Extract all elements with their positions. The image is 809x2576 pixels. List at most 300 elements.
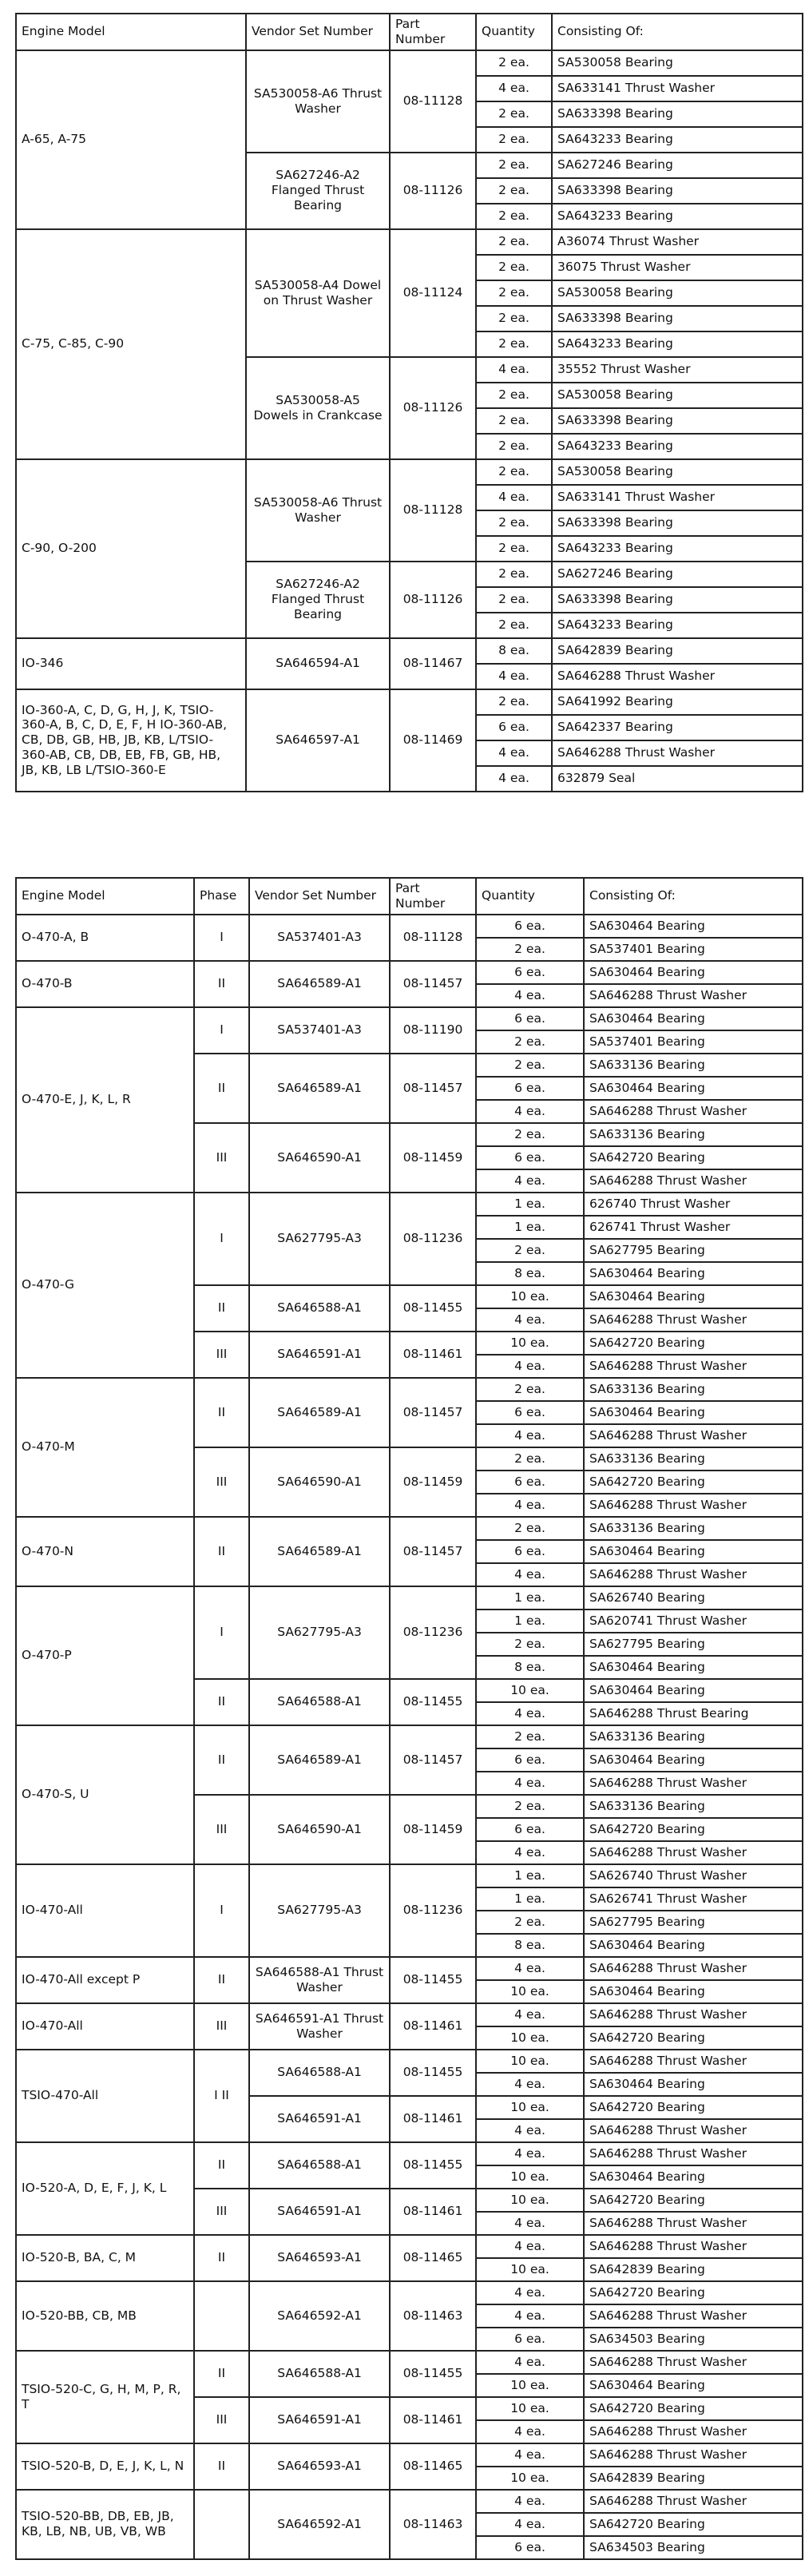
engine-model-cell: O-470-M (16, 1378, 194, 1517)
table-row (16, 50, 803, 76)
part-number-cell: 08-11463 (390, 2281, 476, 2351)
part-number-cell: 08-11455 (390, 2351, 476, 2397)
part-number-cell: 08-11457 (390, 1725, 476, 1795)
consisting-of-cell: SA642720 Bearing (584, 2281, 803, 2304)
consisting-of-cell: SA646288 Thrust Bearing (584, 1702, 803, 1725)
quantity-cell: 4 ea. (476, 2420, 584, 2443)
part-number-cell: 08-11124 (390, 229, 476, 357)
vendor-set-cell: SA646588-A1 Thrust Washer (249, 1957, 390, 2003)
vendor-set-cell: SA646589-A1 (249, 1054, 390, 1123)
consisting-of-cell: SA643233 Bearing (552, 204, 803, 229)
quantity-cell: 4 ea. (476, 1169, 584, 1193)
table-row (16, 2443, 803, 2467)
table-row (16, 1725, 803, 1748)
consisting-of-cell: SA630464 Bearing (584, 1934, 803, 1957)
table-row (16, 459, 803, 485)
consisting-of-cell: SA633398 Bearing (552, 306, 803, 331)
consisting-of-cell: SA633136 Bearing (584, 1517, 803, 1540)
consisting-of-cell: SA642720 Bearing (584, 2397, 803, 2420)
quantity-cell: 4 ea. (476, 357, 552, 383)
consisting-of-cell: SA646288 Thrust Washer (584, 2304, 803, 2328)
parts-table-2 (15, 877, 803, 2560)
quantity-cell: 10 ea. (476, 2189, 584, 2212)
quantity-cell: 4 ea. (476, 984, 584, 1007)
column-header: Quantity (476, 878, 584, 915)
phase-cell: III (194, 1332, 249, 1378)
consisting-of-cell: SA646288 Thrust Washer (552, 664, 803, 689)
part-number-cell: 08-11457 (390, 1054, 476, 1123)
consisting-of-cell: SA641992 Bearing (552, 689, 803, 715)
consisting-of-cell: SA630464 Bearing (584, 1980, 803, 2003)
consisting-of-cell: 626741 Thrust Washer (584, 1216, 803, 1239)
part-number-cell: 08-11236 (390, 1193, 476, 1285)
consisting-of-cell: 36075 Thrust Washer (552, 255, 803, 280)
engine-model-cell: TSIO-520-B, D, E, J, K, L, N (16, 2443, 194, 2490)
consisting-of-cell: SA626740 Bearing (584, 1586, 803, 1610)
consisting-of-cell: SA630464 Bearing (584, 1679, 803, 1702)
consisting-of-cell: SA633136 Bearing (584, 1378, 803, 1401)
phase-cell: I (194, 1586, 249, 1679)
quantity-cell: 1 ea. (476, 1887, 584, 1911)
quantity-cell: 6 ea. (476, 1146, 584, 1169)
vendor-set-cell: SA646593-A1 (249, 2443, 390, 2490)
column-header: Part Number (390, 878, 476, 915)
part-number-cell: 08-11455 (390, 2050, 476, 2096)
consisting-of-cell: SA627246 Bearing (552, 153, 803, 178)
table-row (16, 2351, 803, 2374)
consisting-of-cell: SA646288 Thrust Washer (584, 2443, 803, 2467)
quantity-cell: 2 ea. (476, 510, 552, 536)
quantity-cell: 2 ea. (476, 459, 552, 485)
consisting-of-cell: SA646288 Thrust Washer (584, 2420, 803, 2443)
engine-model-cell: O-470-N (16, 1517, 194, 1586)
engine-model-cell: IO-360-A, C, D, G, H, J, K, TSIO-360-A, B, C, D, E, F, H IO-360-AB, CB, DB, GB, HB, JB, KB, L/TSIO-360-AB, CB, DB, EB, FB, GB, HB, JB, KB, LB L/TSIO-360-E (16, 689, 246, 792)
part-number-cell: 08-11465 (390, 2443, 476, 2490)
vendor-set-cell: SA530058-A6 Thrust Washer (246, 50, 390, 153)
consisting-of-cell: SA633398 Bearing (552, 178, 803, 204)
consisting-of-cell: SA633141 Thrust Washer (552, 76, 803, 101)
part-number-cell: 08-11459 (390, 1123, 476, 1193)
quantity-cell: 1 ea. (476, 1216, 584, 1239)
vendor-set-cell: SA646588-A1 (249, 1285, 390, 1332)
part-number-cell: 08-11126 (390, 153, 476, 229)
part-number-cell: 08-11459 (390, 1795, 476, 1864)
engine-model-cell: IO-520-B, BA, C, M (16, 2235, 194, 2281)
consisting-of-cell: SA646288 Thrust Washer (584, 1563, 803, 1586)
table-row (16, 915, 803, 938)
vendor-set-cell: SA530058-A6 Thrust Washer (246, 459, 390, 562)
quantity-cell: 6 ea. (476, 2328, 584, 2351)
quantity-cell: 4 ea. (476, 1957, 584, 1980)
consisting-of-cell: SA646288 Thrust Washer (584, 1355, 803, 1378)
phase-cell (194, 2281, 249, 2351)
phase-cell (194, 2490, 249, 2559)
consisting-of-cell: SA646288 Thrust Washer (584, 2119, 803, 2142)
part-number-cell: 08-11128 (390, 459, 476, 562)
column-header: Engine Model (16, 878, 194, 915)
consisting-of-cell: SA646288 Thrust Washer (584, 2235, 803, 2258)
consisting-of-cell: SA626740 Thrust Washer (584, 1864, 803, 1887)
table-row (16, 229, 803, 255)
part-number-cell: 08-11461 (390, 1332, 476, 1378)
vendor-set-cell: SA646590-A1 (249, 1123, 390, 1193)
consisting-of-cell: SA643233 Bearing (552, 331, 803, 357)
quantity-cell: 2 ea. (476, 50, 552, 76)
consisting-of-cell: SA630464 Bearing (584, 1656, 803, 1679)
consisting-of-cell: SA646288 Thrust Washer (584, 2212, 803, 2235)
quantity-cell: 4 ea. (476, 1494, 584, 1517)
vendor-set-cell: SA646591-A1 (249, 2096, 390, 2142)
quantity-cell: 4 ea. (476, 1841, 584, 1864)
consisting-of-cell: SA633136 Bearing (584, 1795, 803, 1818)
quantity-cell: 2 ea. (476, 562, 552, 587)
consisting-of-cell: SA626741 Thrust Washer (584, 1887, 803, 1911)
table-row (16, 2235, 803, 2258)
consisting-of-cell: SA633398 Bearing (552, 510, 803, 536)
engine-model-cell: O-470-E, J, K, L, R (16, 1007, 194, 1193)
phase-cell: I (194, 1864, 249, 1957)
part-number-cell: 08-11126 (390, 357, 476, 459)
consisting-of-cell: A36074 Thrust Washer (552, 229, 803, 255)
consisting-of-cell: SA627795 Bearing (584, 1633, 803, 1656)
quantity-cell: 2 ea. (476, 434, 552, 459)
quantity-cell: 4 ea. (476, 1702, 584, 1725)
quantity-cell: 1 ea. (476, 1586, 584, 1610)
table-row (16, 2003, 803, 2026)
consisting-of-cell: SA630464 Bearing (584, 1285, 803, 1308)
consisting-of-cell: SA642337 Bearing (552, 715, 803, 740)
consisting-of-cell: SA646288 Thrust Washer (584, 1169, 803, 1193)
part-number-cell: 08-11461 (390, 2096, 476, 2142)
vendor-set-cell: SA646589-A1 (249, 1378, 390, 1447)
consisting-of-cell: SA537401 Bearing (584, 938, 803, 961)
quantity-cell: 8 ea. (476, 1262, 584, 1285)
vendor-set-cell: SA627246-A2 Flanged Thrust Bearing (246, 153, 390, 229)
consisting-of-cell: SA630464 Bearing (584, 2073, 803, 2096)
quantity-cell: 2 ea. (476, 938, 584, 961)
consisting-of-cell: SA642720 Bearing (584, 1332, 803, 1355)
table-row (16, 2142, 803, 2165)
vendor-set-cell: SA646589-A1 (249, 1517, 390, 1586)
quantity-cell: 6 ea. (476, 1007, 584, 1030)
quantity-cell: 10 ea. (476, 2374, 584, 2397)
table-row (16, 961, 803, 984)
quantity-cell: 4 ea. (476, 1100, 584, 1123)
phase-cell: III (194, 2189, 249, 2235)
part-number-cell: 08-11459 (390, 1447, 476, 1517)
part-number-cell: 08-11455 (390, 1957, 476, 2003)
engine-model-cell: IO-470-All (16, 2003, 194, 2050)
vendor-set-cell: SA646593-A1 (249, 2235, 390, 2281)
table-row (16, 2490, 803, 2513)
consisting-of-cell: SA643233 Bearing (552, 536, 803, 562)
column-header: Part Number (390, 14, 476, 50)
quantity-cell: 2 ea. (476, 536, 552, 562)
engine-model-cell: IO-520-BB, CB, MB (16, 2281, 194, 2351)
quantity-cell: 2 ea. (476, 1030, 584, 1054)
table-row (16, 689, 803, 715)
vendor-set-cell: SA537401-A3 (249, 915, 390, 961)
consisting-of-cell: SA646288 Thrust Washer (584, 1308, 803, 1332)
consisting-of-cell: 632879 Seal (552, 766, 803, 792)
engine-model-cell: TSIO-520-C, G, H, M, P, R, T (16, 2351, 194, 2443)
quantity-cell: 4 ea. (476, 740, 552, 766)
column-header: Phase (194, 878, 249, 915)
consisting-of-cell: SA646288 Thrust Washer (552, 740, 803, 766)
quantity-cell: 2 ea. (476, 229, 552, 255)
consisting-of-cell: SA630464 Bearing (584, 1077, 803, 1100)
engine-model-cell: C-90, O-200 (16, 459, 246, 638)
quantity-cell: 2 ea. (476, 255, 552, 280)
quantity-cell: 1 ea. (476, 1193, 584, 1216)
table-row (16, 1586, 803, 1610)
vendor-set-cell: SA646589-A1 (249, 1725, 390, 1795)
quantity-cell: 2 ea. (476, 101, 552, 127)
consisting-of-cell: SA646288 Thrust Washer (584, 2351, 803, 2374)
phase-cell: II (194, 2443, 249, 2490)
quantity-cell: 2 ea. (476, 153, 552, 178)
table-row (16, 638, 803, 664)
part-number-cell: 08-11461 (390, 2397, 476, 2443)
engine-model-cell: IO-470-All (16, 1864, 194, 1957)
consisting-of-cell: SA646288 Thrust Washer (584, 984, 803, 1007)
phase-cell: II (194, 1285, 249, 1332)
quantity-cell: 2 ea. (476, 127, 552, 153)
quantity-cell: 6 ea. (476, 1540, 584, 1563)
phase-cell: III (194, 1795, 249, 1864)
table-row (16, 2050, 803, 2073)
table-row (16, 1864, 803, 1887)
consisting-of-cell: SA642720 Bearing (584, 2189, 803, 2212)
quantity-cell: 6 ea. (476, 1077, 584, 1100)
consisting-of-cell: SA630464 Bearing (584, 961, 803, 984)
quantity-cell: 6 ea. (476, 1401, 584, 1424)
consisting-of-cell: SA634503 Bearing (584, 2328, 803, 2351)
part-number-cell: 08-11457 (390, 961, 476, 1007)
phase-cell: III (194, 2397, 249, 2443)
engine-model-cell: IO-346 (16, 638, 246, 689)
consisting-of-cell: SA646288 Thrust Washer (584, 1841, 803, 1864)
part-number-cell: 08-11190 (390, 1007, 476, 1054)
consisting-of-cell: SA633136 Bearing (584, 1054, 803, 1077)
quantity-cell: 10 ea. (476, 2258, 584, 2281)
vendor-set-cell: SA646590-A1 (249, 1447, 390, 1517)
vendor-set-cell: SA646588-A1 (249, 2351, 390, 2397)
phase-cell: II (194, 1517, 249, 1586)
quantity-cell: 6 ea. (476, 1471, 584, 1494)
phase-cell: III (194, 2003, 249, 2050)
consisting-of-cell: SA642839 Bearing (552, 638, 803, 664)
quantity-cell: 4 ea. (476, 485, 552, 510)
consisting-of-cell: SA642720 Bearing (584, 2513, 803, 2536)
quantity-cell: 2 ea. (476, 1633, 584, 1656)
vendor-set-cell: SA646592-A1 (249, 2490, 390, 2559)
quantity-cell: 10 ea. (476, 2165, 584, 2189)
quantity-cell: 2 ea. (476, 1725, 584, 1748)
quantity-cell: 1 ea. (476, 1864, 584, 1887)
quantity-cell: 2 ea. (476, 1795, 584, 1818)
vendor-set-cell: SA537401-A3 (249, 1007, 390, 1054)
vendor-set-cell: SA530058-A5 Dowels in Crankcase (246, 357, 390, 459)
consisting-of-cell: SA646288 Thrust Washer (584, 1494, 803, 1517)
quantity-cell: 4 ea. (476, 1308, 584, 1332)
quantity-cell: 6 ea. (476, 715, 552, 740)
table-header-row (16, 14, 803, 50)
column-header: Quantity (476, 14, 552, 50)
vendor-set-cell: SA646588-A1 (249, 1679, 390, 1725)
table-row (16, 1378, 803, 1401)
consisting-of-cell: SA642839 Bearing (584, 2258, 803, 2281)
part-number-cell: 08-11236 (390, 1864, 476, 1957)
phase-cell: I (194, 1007, 249, 1054)
phase-cell: II (194, 1679, 249, 1725)
quantity-cell: 10 ea. (476, 2050, 584, 2073)
consisting-of-cell: SA627795 Bearing (584, 1911, 803, 1934)
consisting-of-cell: SA630464 Bearing (584, 1540, 803, 1563)
vendor-set-cell: SA627795-A3 (249, 1193, 390, 1285)
vendor-set-cell: SA627795-A3 (249, 1864, 390, 1957)
consisting-of-cell: SA633398 Bearing (552, 587, 803, 613)
consisting-of-cell: SA633136 Bearing (584, 1725, 803, 1748)
vendor-set-cell: SA646591-A1 (249, 2189, 390, 2235)
quantity-cell: 4 ea. (476, 2304, 584, 2328)
quantity-cell: 8 ea. (476, 638, 552, 664)
consisting-of-cell: SA537401 Bearing (584, 1030, 803, 1054)
vendor-set-cell: SA646597-A1 (246, 689, 390, 792)
quantity-cell: 4 ea. (476, 2513, 584, 2536)
quantity-cell: 2 ea. (476, 331, 552, 357)
consisting-of-cell: SA633398 Bearing (552, 101, 803, 127)
quantity-cell: 10 ea. (476, 1679, 584, 1702)
consisting-of-cell: SA530058 Bearing (552, 280, 803, 306)
consisting-of-cell: SA646288 Thrust Washer (584, 2003, 803, 2026)
part-number-cell: 08-11461 (390, 2189, 476, 2235)
quantity-cell: 2 ea. (476, 178, 552, 204)
engine-model-cell: O-470-B (16, 961, 194, 1007)
quantity-cell: 2 ea. (476, 204, 552, 229)
consisting-of-cell: SA630464 Bearing (584, 2374, 803, 2397)
part-number-cell: 08-11469 (390, 689, 476, 792)
consisting-of-cell: SA530058 Bearing (552, 459, 803, 485)
quantity-cell: 6 ea. (476, 1818, 584, 1841)
quantity-cell: 10 ea. (476, 2096, 584, 2119)
engine-model-cell: O-470-A, B (16, 915, 194, 961)
phase-cell: I II (194, 2050, 249, 2142)
consisting-of-cell: SA646288 Thrust Washer (584, 1772, 803, 1795)
quantity-cell: 6 ea. (476, 961, 584, 984)
part-number-cell: 08-11465 (390, 2235, 476, 2281)
quantity-cell: 8 ea. (476, 1656, 584, 1679)
quantity-cell: 2 ea. (476, 1123, 584, 1146)
quantity-cell: 2 ea. (476, 1517, 584, 1540)
quantity-cell: 10 ea. (476, 1285, 584, 1308)
vendor-set-cell: SA646591-A1 (249, 2397, 390, 2443)
phase-cell: II (194, 1725, 249, 1795)
vendor-set-cell: SA646591-A1 (249, 1332, 390, 1378)
engine-model-cell: C-75, C-85, C-90 (16, 229, 246, 459)
parts-table-1 (15, 13, 803, 792)
vendor-set-cell: SA646591-A1 Thrust Washer (249, 2003, 390, 2050)
consisting-of-cell: SA630464 Bearing (584, 2165, 803, 2189)
consisting-of-cell: SA630464 Bearing (584, 915, 803, 938)
vendor-set-cell: SA646592-A1 (249, 2281, 390, 2351)
table-row (16, 1193, 803, 1216)
consisting-of-cell: SA633136 Bearing (584, 1447, 803, 1471)
quantity-cell: 2 ea. (476, 1378, 584, 1401)
consisting-of-cell: SA646288 Thrust Washer (584, 2490, 803, 2513)
consisting-of-cell: SA642720 Bearing (584, 1146, 803, 1169)
quantity-cell: 4 ea. (476, 1563, 584, 1586)
consisting-of-cell: SA642720 Bearing (584, 2096, 803, 2119)
quantity-cell: 8 ea. (476, 1934, 584, 1957)
quantity-cell: 4 ea. (476, 2119, 584, 2142)
quantity-cell: 6 ea. (476, 2536, 584, 2559)
quantity-cell: 4 ea. (476, 2443, 584, 2467)
quantity-cell: 2 ea. (476, 408, 552, 434)
quantity-cell: 6 ea. (476, 915, 584, 938)
quantity-cell: 4 ea. (476, 664, 552, 689)
vendor-set-cell: SA646590-A1 (249, 1795, 390, 1864)
consisting-of-cell: SA643233 Bearing (552, 127, 803, 153)
quantity-cell: 2 ea. (476, 587, 552, 613)
column-header: Consisting Of: (552, 14, 803, 50)
consisting-of-cell: SA646288 Thrust Washer (584, 1424, 803, 1447)
quantity-cell: 2 ea. (476, 306, 552, 331)
quantity-cell: 10 ea. (476, 2397, 584, 2420)
quantity-cell: 4 ea. (476, 76, 552, 101)
quantity-cell: 2 ea. (476, 1447, 584, 1471)
consisting-of-cell: SA646288 Thrust Washer (584, 2142, 803, 2165)
quantity-cell: 4 ea. (476, 2235, 584, 2258)
phase-cell: II (194, 1957, 249, 2003)
engine-model-cell: A-65, A-75 (16, 50, 246, 229)
column-header: Vendor Set Number (246, 14, 390, 50)
part-number-cell: 08-11126 (390, 562, 476, 638)
part-number-cell: 08-11455 (390, 1679, 476, 1725)
column-header: Consisting Of: (584, 878, 803, 915)
part-number-cell: 08-11457 (390, 1378, 476, 1447)
quantity-cell: 2 ea. (476, 383, 552, 408)
column-header: Vendor Set Number (249, 878, 390, 915)
consisting-of-cell: 35552 Thrust Washer (552, 357, 803, 383)
consisting-of-cell: SA633136 Bearing (584, 1123, 803, 1146)
quantity-cell: 4 ea. (476, 2142, 584, 2165)
consisting-of-cell: SA620741 Thrust Washer (584, 1610, 803, 1633)
table-row (16, 1517, 803, 1540)
engine-model-cell: IO-520-A, D, E, F, J, K, L (16, 2142, 194, 2235)
part-number-cell: 08-11463 (390, 2490, 476, 2559)
consisting-of-cell: SA630464 Bearing (584, 1262, 803, 1285)
quantity-cell: 4 ea. (476, 2073, 584, 2096)
part-number-cell: 08-11128 (390, 50, 476, 153)
consisting-of-cell: SA530058 Bearing (552, 50, 803, 76)
engine-model-cell: O-470-S, U (16, 1725, 194, 1864)
consisting-of-cell: SA530058 Bearing (552, 383, 803, 408)
part-number-cell: 08-11457 (390, 1517, 476, 1586)
vendor-set-cell: SA646588-A1 (249, 2050, 390, 2096)
phase-cell: II (194, 961, 249, 1007)
vendor-set-cell: SA627795-A3 (249, 1586, 390, 1679)
part-number-cell: 08-11461 (390, 2003, 476, 2050)
vendor-set-cell: SA646588-A1 (249, 2142, 390, 2189)
part-number-cell: 08-11455 (390, 1285, 476, 1332)
engine-model-cell: TSIO-470-All (16, 2050, 194, 2142)
phase-cell: I (194, 915, 249, 961)
quantity-cell: 10 ea. (476, 1980, 584, 2003)
engine-model-cell: O-470-G (16, 1193, 194, 1378)
engine-model-cell: TSIO-520-BB, DB, EB, JB, KB, LB, NB, UB, VB, WB (16, 2490, 194, 2559)
quantity-cell: 1 ea. (476, 1610, 584, 1633)
